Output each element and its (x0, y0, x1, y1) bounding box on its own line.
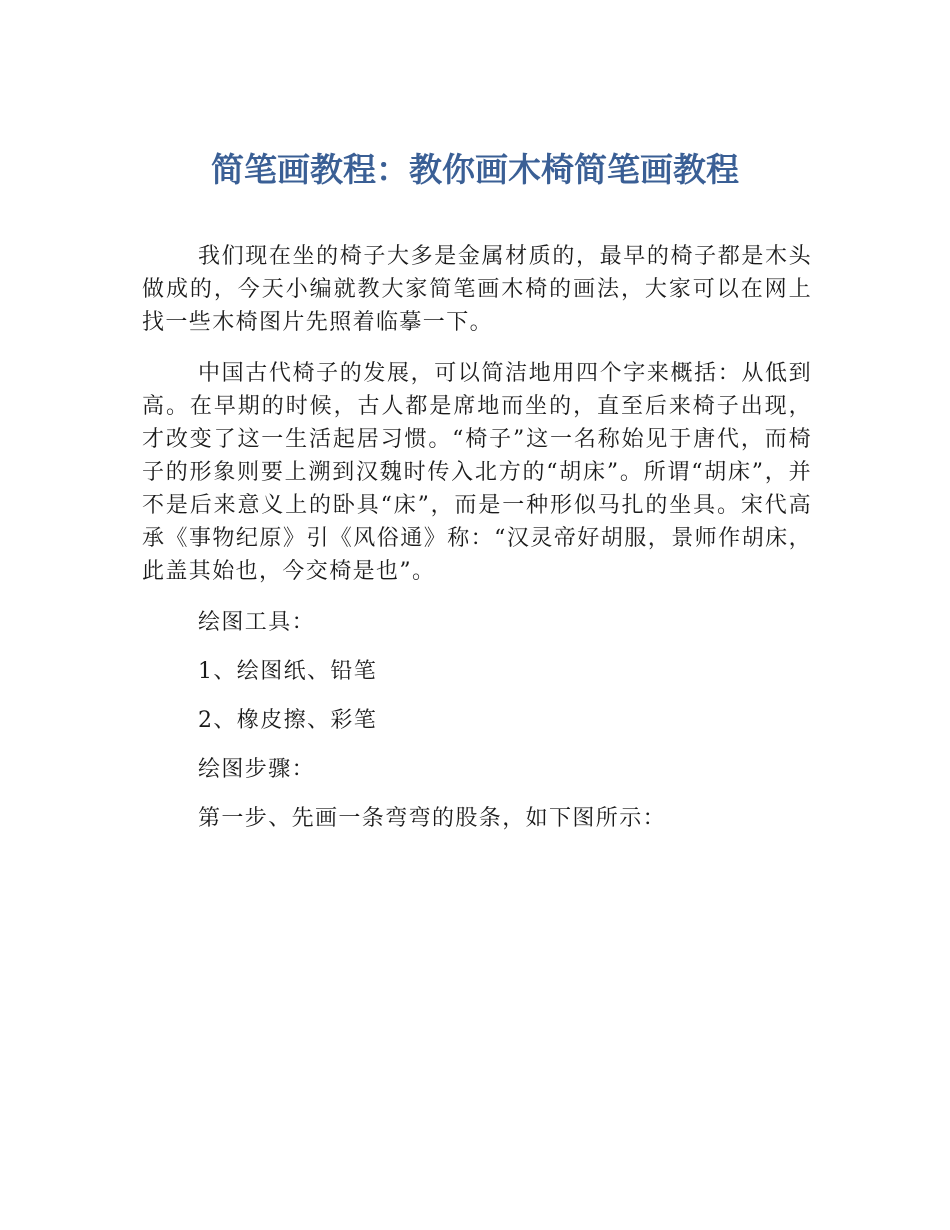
tool-item-2: 2、橡皮擦、彩笔 (198, 708, 378, 733)
paragraph-history: 中国古代椅子的发展，可以简洁地用四个字来概括：从低到高。在早期的时候，古人都是席地而坐的，直至后来椅子出现，才改变了这一生活起居习惯。“椅子”这一名称始见于唐代，而椅子的形象则要上溯到汉魏时传入北方的“胡床”。所谓“胡床”，并不是后来意义上的卧具“床”，而是一种形似马扎的坐具。宋代高承《事物纪原》引《风俗通》称：“汉灵帝好胡服，景师作胡床，此盖其始也，今交椅是也”。 (142, 361, 812, 584)
document-title: 简笔画教程：教你画木椅简笔画教程 (211, 150, 739, 189)
step-1-text: 第一步、先画一条弯弯的股条，如下图所示： (198, 806, 667, 831)
tools-heading: 绘图工具： (198, 610, 316, 635)
tool-item-1: 1、绘图纸、铅笔 (198, 659, 378, 684)
document-body (142, 240, 812, 851)
paragraph-intro: 我们现在坐的椅子大多是金属材质的，最早的椅子都是木头做成的，今天小编就教大家简笔画木椅的画法，大家可以在网上找一些木椅图片先照着临摹一下。 (142, 244, 812, 335)
steps-heading: 绘图步骤： (198, 757, 316, 782)
